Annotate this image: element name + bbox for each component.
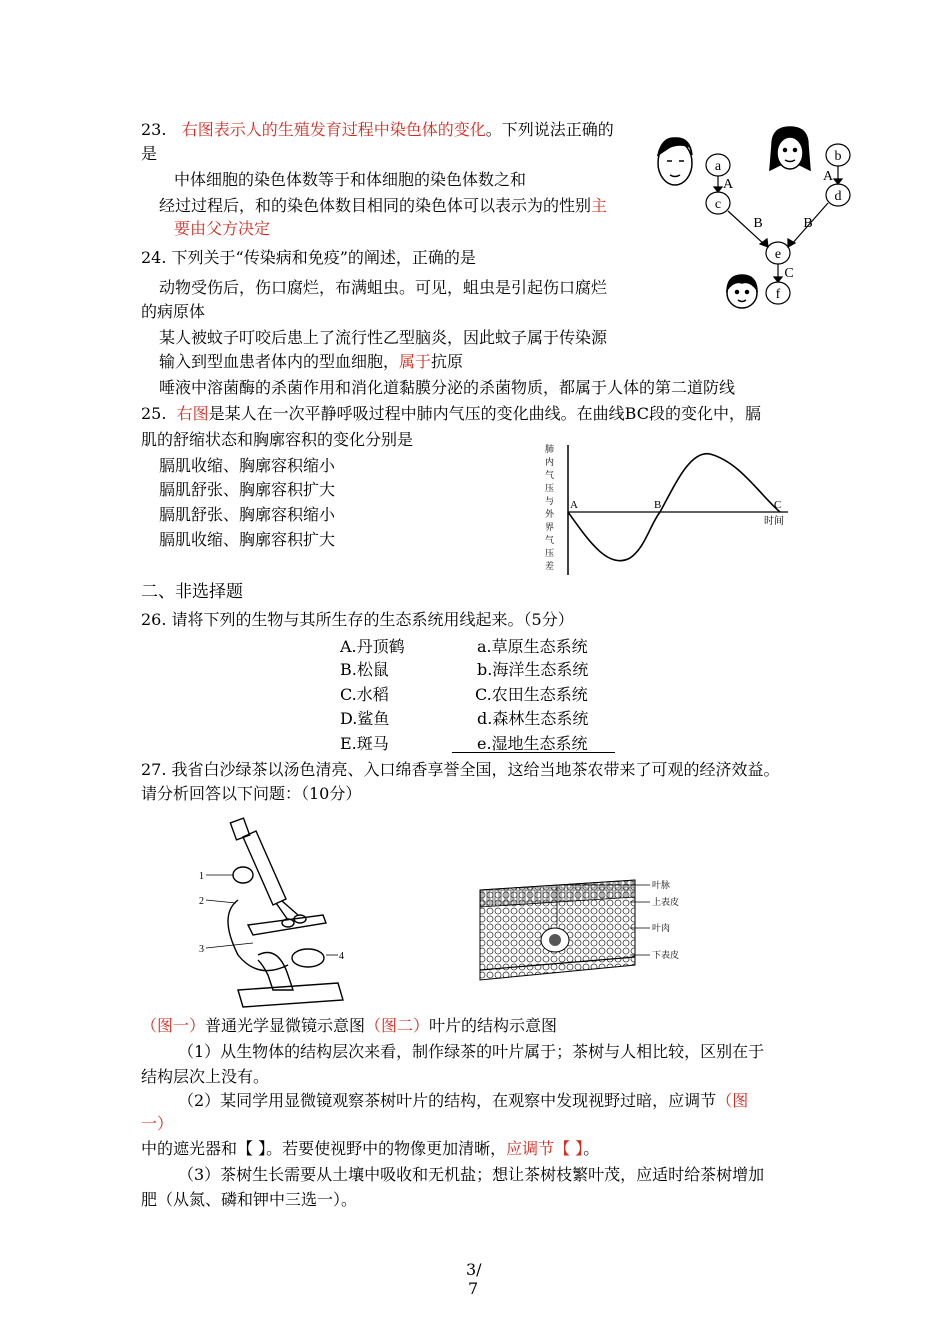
q24-stem: 24. 下列关于“传染病和免疫”的阐述，正确的是 <box>141 248 476 267</box>
label-a: a <box>714 159 722 174</box>
label-B-left: B <box>753 216 763 231</box>
q27-part2-cont: 中的遮光器和【 】。若要使视野中的物像更加清晰，应调节【 】。 <box>141 1139 600 1158</box>
label-C: C <box>784 266 794 281</box>
point-A: A <box>570 499 578 511</box>
q26-right-4: d.森林生态系统 <box>477 709 589 728</box>
lung-pressure-chart <box>540 440 800 580</box>
q25-stem: 25. 右图是某人在一次平静呼吸过程中肺内气压的变化曲线。在曲线BC段的变化中，膈 <box>141 404 761 423</box>
q26-right-2: b.海洋生态系统 <box>477 660 589 679</box>
q23-line1: 23. 右图表示人的生殖发育过程中染色体的变化。下列说法正确的 <box>141 120 614 139</box>
q23-option-2: 经过过程后，和的染色体数目相同的染色体可以表示为的性别主 <box>159 196 608 215</box>
q26-stem: 26. 请将下列的生物与其所生存的生态系统用线起来。（5分） <box>141 610 574 629</box>
q25-option-4: 膈肌收缩、胸廓容积扩大 <box>159 530 336 549</box>
q23-option-2-cont: 要由父方决定 <box>174 219 271 238</box>
q26-left-4: D.鲨鱼 <box>340 709 390 728</box>
leaf-label-mesophyll: 叶肉 <box>652 924 671 934</box>
q27-part3: （3）茶树生长需要从土壤中吸收和无机盐；想让茶树枝繁叶茂，应适时给茶树增加 <box>178 1165 765 1184</box>
page-number: 3/ <box>466 1260 482 1279</box>
q25-option-1: 膈肌收缩、胸廓容积缩小 <box>159 456 336 475</box>
mother-face-icon <box>770 127 810 170</box>
q26-left-3: C.水稻 <box>340 685 389 704</box>
q24-option-4: 唾液中溶菌酶的杀菌作用和消化道黏膜分泌的杀菌物质，都属于人体的第二道防线 <box>159 378 736 397</box>
section-title: 二、非选择题 <box>141 582 243 602</box>
father-face-icon <box>658 138 692 185</box>
label-d: d <box>834 189 842 204</box>
label-c: c <box>714 197 722 212</box>
q27-part2-red-cont: 一） <box>141 1114 174 1133</box>
point-C: C <box>774 499 782 511</box>
label-A-left: A <box>722 177 734 192</box>
label-f: f <box>775 287 781 302</box>
x-axis-label: 时间 <box>764 516 784 527</box>
q27-part3-cont: 肥（从氮、磷和钾中三选一）。 <box>141 1190 358 1209</box>
point-B: B <box>654 499 662 511</box>
leaf-structure-figure <box>470 875 685 990</box>
q25-stem-cont: 肌的舒缩状态和胸廓容积的变化分别是 <box>141 430 414 449</box>
q25-option-3: 膈肌舒张、胸廓容积缩小 <box>159 505 336 524</box>
leaf-label-vein: 叶脉 <box>652 881 671 891</box>
q26-right-5: e.湿地生态系统 <box>477 734 588 753</box>
q25-option-2: 膈肌舒张、胸廓容积扩大 <box>159 480 336 499</box>
q26-right-1: a.草原生态系统 <box>477 637 588 656</box>
q24-option-2: 某人被蚊子叮咬后患上了流行性乙型脑炎，因此蚊子属于传染源 <box>159 328 608 347</box>
q27-part1-cont: 结构层次上没有。 <box>141 1067 270 1086</box>
pressure-curve <box>568 454 780 561</box>
q26-left-5: E.斑马 <box>340 734 389 753</box>
child-face-icon <box>727 275 757 308</box>
q23-line2: 是 <box>141 144 158 163</box>
y-axis-label: 肺内气压与外界气压差 <box>545 445 555 572</box>
label-e: e <box>774 247 782 262</box>
q24-option-3: 输入到型血患者体内的型血细胞，属于抗原 <box>159 352 464 371</box>
q23-option-1: 中体细胞的染色体数等于和体细胞的染色体数之和 <box>174 170 527 189</box>
micro-label-4: 4 <box>339 951 344 962</box>
label-B-right: B <box>803 216 813 231</box>
page-total: 7 <box>468 1279 479 1298</box>
q27-stem: 27. 我省白沙绿茶以汤色清亮、入口绵香享誉全国，这给当地茶农带来了可观的经济效益。 <box>141 760 780 779</box>
q26-right-3: C.农田生态系统 <box>475 685 588 704</box>
micro-label-1: 1 <box>199 871 204 882</box>
leaf-label-upper-epidermis: 上表皮 <box>652 898 680 908</box>
q26-left-1: A.丹顶鹤 <box>340 637 405 656</box>
label-b: b <box>834 149 842 164</box>
label-A-right: A <box>822 169 834 184</box>
microscope-figure <box>198 815 348 1010</box>
q27-part1: （1）从生物体的结构层次来看，制作绿茶的叶片属于；茶树与人相比较，区别在于 <box>178 1042 765 1061</box>
micro-label-3: 3 <box>199 944 204 955</box>
q24-option-1: 动物受伤后，伤口腐烂，布满蛆虫。可见，蛆虫是引起伤口腐烂 <box>159 278 608 297</box>
q24-option-1-cont: 的病原体 <box>141 302 206 321</box>
figure-captions: （图一）普通光学显微镜示意图（图二）叶片的结构示意图 <box>141 1016 558 1035</box>
micro-label-2: 2 <box>199 896 204 907</box>
leaf-label-lower-epidermis: 下表皮 <box>652 951 680 961</box>
chromosome-diagram <box>650 125 865 320</box>
divider <box>452 752 615 753</box>
q27-stem-cont: 请分析回答以下问题：（10分） <box>141 784 362 803</box>
q26-left-2: B.松鼠 <box>340 660 389 679</box>
q27-part2: （2）某同学用显微镜观察茶树叶片的结构，在观察中发现视野过暗，应调节（图 <box>178 1091 749 1110</box>
